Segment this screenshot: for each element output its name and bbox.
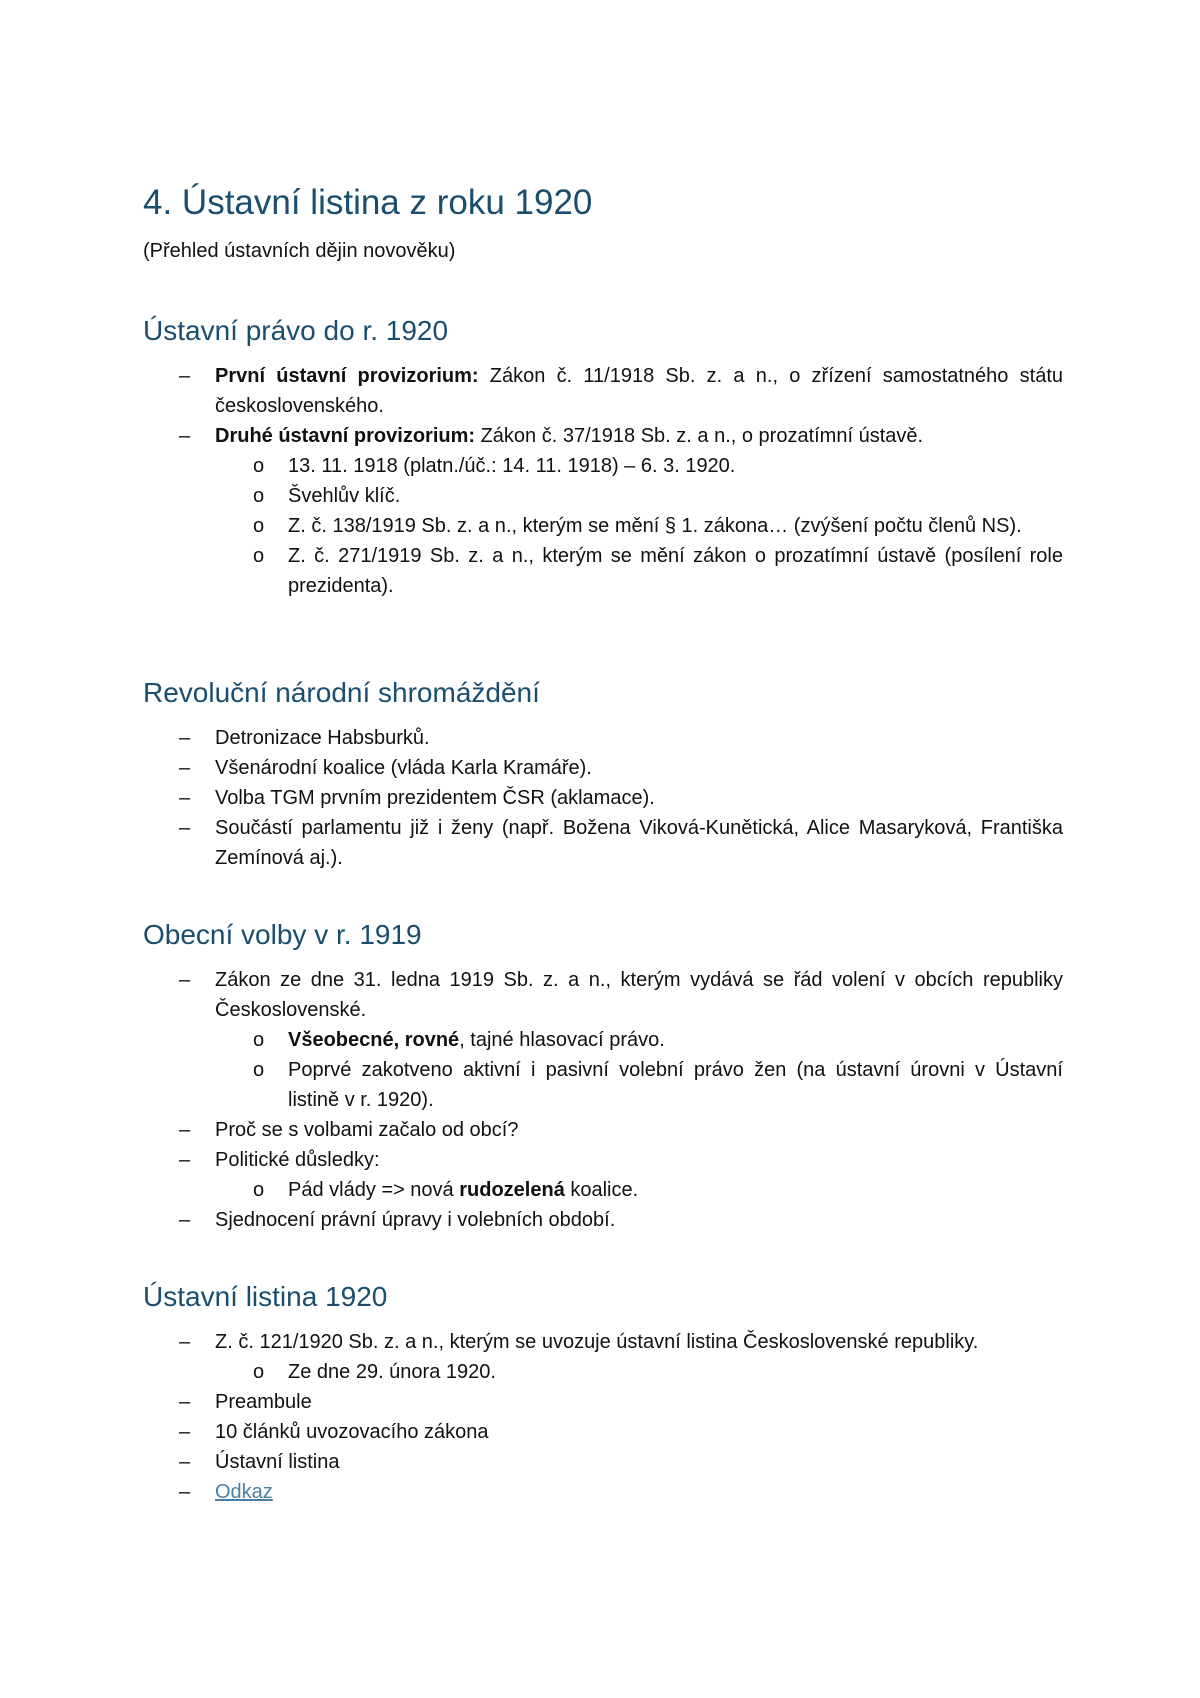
bold-term: Druhé ústavní provizorium: — [215, 425, 476, 447]
list-item: – Z. č. 121/1920 Sb. z. a n., kterým se uvozuje ústavní listina Československé republiky. — [143, 1327, 1063, 1357]
item-text: Pád vlády => nová — [288, 1179, 460, 1201]
list-item: – Preambule — [143, 1387, 1063, 1417]
bullet-list — [143, 723, 1063, 873]
bullet-list — [143, 361, 1063, 601]
document-subtitle: (Přehled ústavních dějin novověku) — [143, 240, 456, 262]
sub-list-item: o Poprvé zakotveno aktivní i pasivní volební právo žen (na ústavní úrovni v Ústavní listině v r. 1920). — [143, 1055, 1063, 1115]
list-item — [143, 361, 1063, 421]
item-text: koalice. — [564, 1179, 639, 1201]
list-item — [143, 1477, 1063, 1507]
list-item — [143, 421, 1063, 451]
section-heading: Obecní volby v r. 1919 — [143, 919, 422, 950]
bold-term: Všeobecné, rovné — [288, 1029, 460, 1051]
item-text: , tajné hlasovací právo. — [459, 1029, 665, 1051]
list-item: – Proč se s volbami začalo od obcí? — [143, 1115, 1063, 1145]
bold-term: rudozelená — [459, 1179, 565, 1201]
section-obecni-volby — [143, 917, 1063, 1235]
section-heading: Ústavní právo do r. 1920 — [143, 315, 449, 346]
sub-list-item: o Švehlův klíč. — [143, 481, 1063, 511]
list-item: – Politické důsledky: — [143, 1145, 1063, 1175]
list-item: – Sjednocení právní úpravy i volebních období. — [143, 1205, 1063, 1235]
item-text: Zákon č. 11/1918 Sb. z. a n., o zřízení samostatného státu československého. — [215, 365, 1064, 417]
odkaz-link[interactable]: Odkaz — [215, 1481, 273, 1503]
list-item: – Všenárodní koalice (vláda Karla Kramáře). — [143, 753, 1063, 783]
sub-list-item — [143, 1175, 1063, 1205]
section-ustavni-pravo — [143, 313, 1063, 601]
document-title: 4. Ústavní listina z roku 1920 — [143, 183, 593, 222]
list-item: – Volba TGM prvním prezidentem ČSR (aklamace). — [143, 783, 1063, 813]
sub-list-item: o Ze dne 29. února 1920. — [143, 1357, 1063, 1387]
list-item: – Ústavní listina — [143, 1447, 1063, 1477]
sub-list-item: o Z. č. 138/1919 Sb. z. a n., kterým se mění § 1. zákona… (zvýšení počtu členů NS). — [143, 511, 1063, 541]
list-item: – Zákon ze dne 31. ledna 1919 Sb. z. a n., kterým vydává se řád volení v obcích republiky Československé. — [143, 965, 1063, 1025]
list-item: – Detronizace Habsburků. — [143, 723, 1063, 753]
bold-term: První ústavní provizorium: — [215, 365, 479, 387]
section-heading: Ústavní listina 1920 — [143, 1281, 388, 1312]
item-text: Zákon č. 37/1918 Sb. z. a n., o prozatímní ústavě. — [475, 425, 924, 447]
bullet-list — [143, 965, 1063, 1235]
sub-list-item: o 13. 11. 1918 (platn./úč.: 14. 11. 1918) – 6. 3. 1920. — [143, 451, 1063, 481]
section-heading: Revoluční národní shromáždění — [143, 677, 540, 708]
bullet-list — [143, 1327, 1063, 1507]
list-item: – Součástí parlamentu již i ženy (např. Božena Viková-Kunětická, Alice Masaryková, Františka Zemínová aj.). — [143, 813, 1063, 873]
sub-list-item: o Z. č. 271/1919 Sb. z. a n., kterým se mění zákon o prozatímní ústavě (posílení role prezidenta). — [143, 541, 1063, 601]
section-ustavni-listina — [143, 1279, 1063, 1507]
list-item: – 10 článků uvozovacího zákona — [143, 1417, 1063, 1447]
section-revolucni-shromazdeni — [143, 675, 1063, 873]
sub-list-item — [143, 1025, 1063, 1055]
